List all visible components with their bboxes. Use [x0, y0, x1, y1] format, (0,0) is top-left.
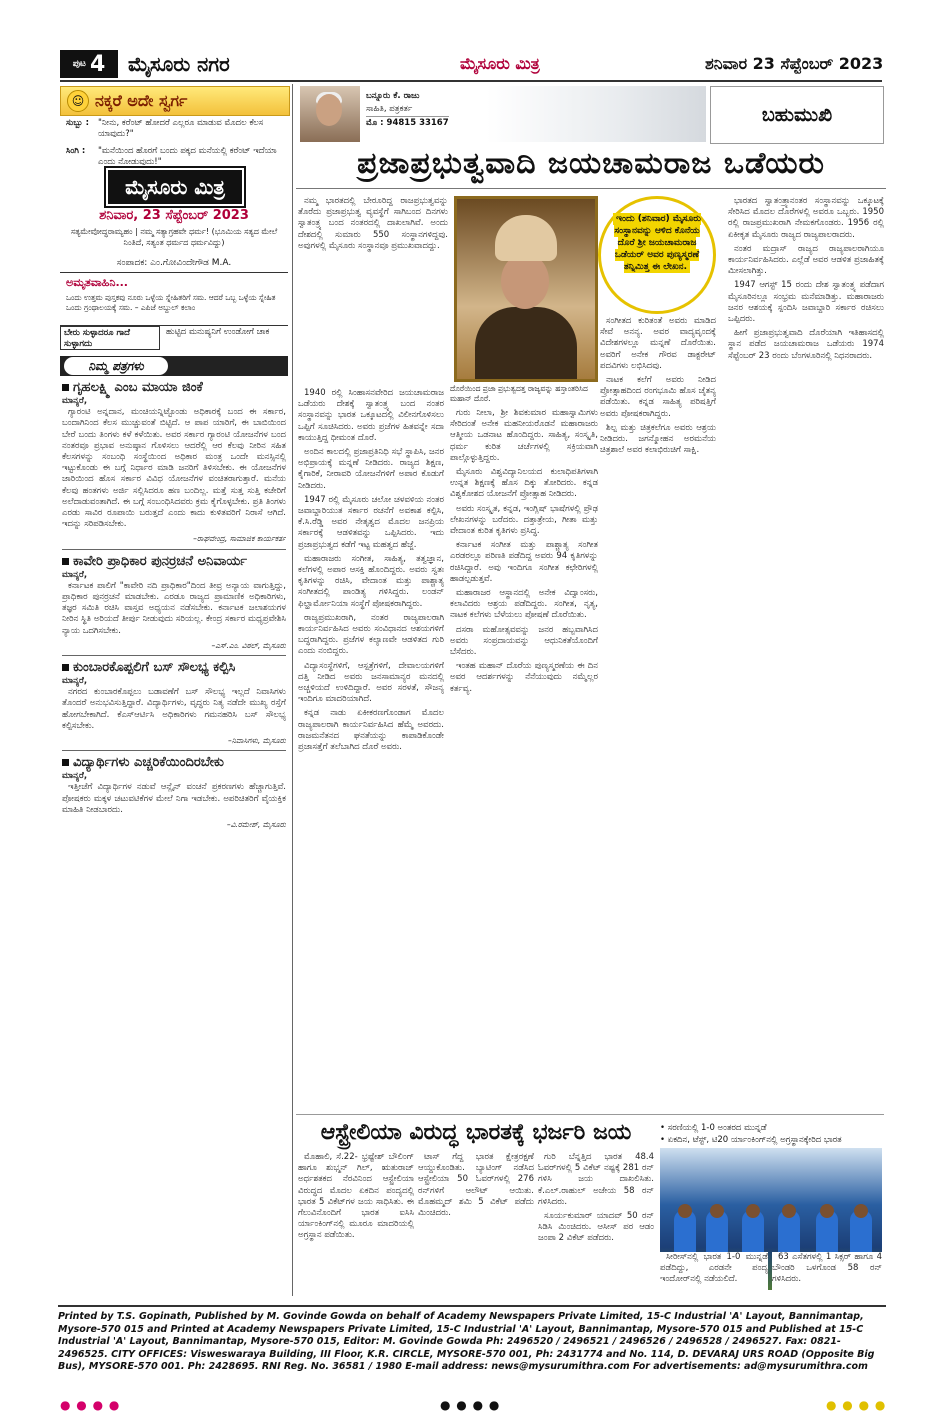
letters-title: ನಿಮ್ಮ ಪತ್ರಗಳು — [64, 357, 168, 375]
imprint-footer: Printed by T.S. Gopinath, Published by M. Govinde Gowda on behalf of Academy Newspapers Private Limited, 15-C Industrial 'A' Layout, Bannimantap, Mysore-570 015 and Printed at Academy Newspapers Private Limited, 15-C Industrial 'A' Layout, Bannimantap, Mysore-570 015 and Published at 15-C Industrial 'A' Layout, Bannimantap, Mysore-570 015, Editor: M. Govinde Gowda Ph: 2496520 / 2496521 / 2496526 / 2496528 / 2496527. Fax: 0821-2496525. CITY OFFICES: Visweswaraya Building, III Floor, K.R. CIRCLE, MYSORE-570 001, Ph: 2431774 and No. 114, D. DEVARAJ URS ROAD (Opposite Big Bus), MYSORE-570 001. Ph: 2428695. RNI Reg. No. 36581 / 1980 E-mail address: news@mysurumithra.com For advertisements: ad@mysurumithra.com — [58, 1305, 886, 1374]
paragraph: ವಿದ್ಯಾಸಂಸ್ಥೆಗಳಿಗೆ, ಆಸ್ಪತ್ರೆಗಳಿಗೆ, ದೇವಾಲಯಗಳಿಗೆ ದತ್ತಿ ನೀಡಿದ ಅವರು ಜನಸಾಮಾನ್ಯರ ಮನದಲ್ಲಿ ಅಚ್ಚಳಿಯದೆ ಉಳಿದಿದ್ದಾರೆ. ಅವರ ಸರಳತೆ, ಸೌಜನ್ಯ ಇಂದಿಗೂ ಮಾದರಿಯಾಗಿದೆ. — [298, 660, 444, 705]
divider — [62, 549, 286, 550]
sports-column-4 — [660, 1252, 768, 1300]
paragraph: ಅಂದಿನ ಕಾಲದಲ್ಲಿ ಪ್ರಜಾಪ್ರತಿನಿಧಿ ಸಭೆ ಸ್ಥಾಪಿಸಿ, ಜನರ ಅಭಿಪ್ರಾಯಕ್ಕೆ ಮನ್ನಣೆ ನೀಡಿದರು. ರಾಜ್ಯದ ಶಿಕ್ಷಣ, ಕೈಗಾರಿಕೆ, ನೀರಾವರಿ ಯೋಜನೆಗಳಿಗೆ ಅಪಾರ ಕೊಡುಗೆ ನೀಡಿದರು. — [298, 447, 444, 491]
letter-salutation: ಮಾನ್ಯರೆ, — [62, 569, 88, 580]
header-rule — [60, 80, 882, 82]
section-label: ಬಹುಮುಖಿ — [710, 86, 884, 144]
letters-banner — [60, 356, 288, 376]
paragraph: ಸೂರ್ಯಕುಮಾರ್ ಯಾದವ್ 50 ರನ್ ಸಿಡಿಸಿ ಮಿಂಚಿದರು. ಆಸೀಸ್ ಪರ ಆಡಂ ಜಂಪಾ 2 ವಿಕೆಟ್ ಪಡೆದರು. — [538, 1211, 654, 1244]
paragraph: ಅವರು ಸಂಸ್ಕೃತ, ಕನ್ನಡ, ಇಂಗ್ಲಿಷ್ ಭಾಷೆಗಳಲ್ಲಿ ಪ್ರೌಢ ಲೇಖನಗಳನ್ನು ಬರೆದರು. ದತ್ತಾತ್ರೇಯ, ಗೀತಾ ಮತ್ತು ವೇದಾಂತ ಕುರಿತ ಕೃತಿಗಳು ಪ್ರಸಿದ್ಧ. — [450, 503, 598, 537]
section-city: ಮೈಸೂರು ನಗರ — [128, 52, 230, 76]
article-headline: ಪ್ರಜಾಪ್ರಭುತ್ವವಾದಿ ಜಯಚಾಮರಾಜ ಒಡೆಯರು — [357, 146, 825, 181]
paragraph: ಗುರು ನೀಲಾ, ಶ್ರೀ ಶಿವಕುಮಾರ ಮಹಾಸ್ವಾಮಿಗಳು ಸೇರಿದಂತೆ ಅನೇಕ ಮಹನೀಯರೊಡನೆ ಮಹಾರಾಜರು ಆತ್ಮೀಯ ಒಡನಾಟ ಹೊಂದಿದ್ದರು. ಸಾಹಿತ್ಯ, ಸಂಸ್ಕೃತಿ, ಧರ್ಮ ಕುರಿತ ಚರ್ಚೆಗಳಲ್ಲಿ ಸಕ್ರಿಯವಾಗಿ ಪಾಲ್ಗೊಳ್ಳುತ್ತಿದ್ದರು. — [450, 408, 598, 463]
sports-highlights — [660, 1122, 882, 1146]
paper-logo: ಮೈಸೂರು ಮಿತ್ರ — [108, 170, 242, 204]
joke-line — [66, 146, 286, 168]
sports-column-2 — [418, 1152, 534, 1298]
letter-body: ಗ್ಯಾರಂಟಿ ಅನ್ನದಾನ, ಮಂಚಿಯನ್ನಿಟ್ಟೊಂಡು ಅಧಿಕಾರಕ್ಕೆ ಬಂದ ಈ ಸರ್ಕಾರ, ಬಂದಾಗಿನಿಂದ ಕೆಲಸ ಮುಚ್ಚುವಂತೆ ಬಿಟ್ಟಿದೆ. ಆ ಪಾಪ ಯಾರಿಗೆ, ಈ ಬಾಬಿಯಿಂದ ಬೇರೆ ಬಂದು ತಿಂಗಳು ಕಳೆ ಕಳೆಯಿತು. ಅವರ ಸರ್ಕಾರ ಗ್ಯಾರಂಟಿ ಯೋಜನೆಗಳ ಬಂದ ನಂತರವೂ ಪ್ರಭಾವ ಅನುಷ್ಠಾನ ಗೊಳಿಸಲು ಆದರೆಲ್ಲಿ ಆರ ಕೆಲವು ನೀರಿನ ಸಹಿತ ಕೆಲಸಗಳನ್ನು ಸಂಬಂಧಿ ಸಂಸ್ಥೆಯಿಂದ ಅಧಿಕಾರ ಮಂತ್ರ ಒಂದೇ ಮನಸ್ಸಿನಲ್ಲಿ ಇಟ್ಟುಕೊಂಡು ಈ ಬಗ್ಗೆ ನಿರ್ಧಾರ ಮಾಡಿ ಜನರಿಗೆ ತಿಳಿಸಬೇಕು. ಈ ಯೋಜನೆಗಳ ಜಾರಿಯಿಂದ ಹೊಸ ಸರ್ಕಾರ ವಿವಿಧ ಯೋಜನೆಗಳ ವಂಚಿತರಾಗುತ್ತಾರೆ. ಮನೆಯ ಕೆಲವು ಹಂತಗಳು ಅರ್ಜಿ ಸಲ್ಲಿಸಿದರೂ ಹಣ ಬಂದಿಲ್ಲ. ಮತ್ತೆ ಸುತ್ತ ಸುತ್ತಿ ಕಚೇರಿಗೆ ಅಲೆದಾಡುವಂತಾಗಿದೆ. ಈ ಬಗ್ಗೆ ಸಂಬಂಧಿಸಿದವರು ಕ್ರಮ ಕೈಗೊಳ್ಳಬೇಕು. ಪ್ರತಿ ತಿಂಗಳು ಎರಡು ಸಾವಿರ ರೂಪಾಯಿ ಬರುತ್ತದೆ ಎಂದು ಕಾದು ಕುಳಿತವರಿಗೆ ನಿರಾಸೆ ಆಗಿದೆ. ಇದನ್ನು ಸರಿಪಡಿಸಬೇಕು. — [62, 407, 286, 530]
speaker: ಸುಬ್ಬು : — [66, 118, 90, 128]
paragraph: ಮಹಾರಾಜರ ಆಸ್ಥಾನದಲ್ಲಿ ಅನೇಕ ವಿದ್ವಾಂಸರು, ಕಲಾವಿದರು ಆಶ್ರಯ ಪಡೆದಿದ್ದರು. ಸಂಗೀತ, ನೃತ್ಯ, ನಾಟಕ ಕಲೆಗಳು ಬೆಳೆಯಲು ಪೋಷಣೆ ದೊರೆಯಿತು. — [450, 588, 598, 621]
letter-body: ನಗರದ ಕುಂಬಾರಕೊಪ್ಪಲು ಬಡಾವಣೆಗೆ ಬಸ್ ಸೌಲಭ್ಯ ಇಲ್ಲದೆ ನಿವಾಸಿಗಳು ತೊಂದರೆ ಅನುಭವಿಸುತ್ತಿದ್ದಾರೆ. ವಿದ್ಯಾರ್ಥಿಗಳು, ವೃದ್ಧರು ನಿತ್ಯ ನಡೆದೇ ಮುಖ್ಯ ರಸ್ತೆಗೆ ಹೋಗಬೇಕಾಗಿದೆ. ಕೆಎಸ್ಆರ್ಟಿಸಿ ಅಧಿಕಾರಿಗಳು ಗಮನಹರಿಸಿ ಬಸ್ ಸೌಲಭ್ಯ ಕಲ್ಪಿಸಬೇಕು. — [62, 687, 286, 731]
letter — [62, 755, 286, 830]
author-name: ಬನ್ನೂರು ಕೆ. ರಾಜು — [366, 91, 420, 101]
paragraph: ಕರ್ನಾಟಕ ಸಂಗೀತ ಮತ್ತು ಪಾಶ್ಚಾತ್ಯ ಸಂಗೀತ ಎರಡರಲ್ಲೂ ಪರಿಣತಿ ಪಡೆದಿದ್ದ ಅವರು 94 ಕೃತಿಗಳನ್ನು ರಚಿಸಿದ್ದಾರೆ. ಅವು ಇಂದಿಗೂ ಸಂಗೀತ ಕಛೇರಿಗಳಲ್ಲಿ ಹಾಡಲ್ಪಡುತ್ತವೆ. — [450, 540, 598, 584]
letter-title: ಕುಂಬಾರಕೊಪ್ಪಲಿಗೆ ಬಸ್ ಸೌಲಭ್ಯ ಕಲ್ಪಿಸಿ — [73, 660, 236, 676]
masthead: ಮೈಸೂರು ಮಿತ್ರ — [460, 54, 540, 73]
paragraph: ಮೊಹಾಲಿ, ಸೆ.22- ಭ್ರಷ್ಟೇಶ್ ಬೌಲಿಂಗ್ ಹಾಗೂ ಶುಭ್ಮನ್ ಗಿಲ್, ಋತುರಾಜ್ ಅರ್ಧಶತಕದ ನೆರವಿನಿಂದ ಆಸ್ಟ್ರೇಲಿಯಾ ವಿರುದ್ಧದ ಮೊದಲ ಏಕದಿನ ಪಂದ್ಯದಲ್ಲಿ ಭಾರತ 5 ವಿಕೆಟ್‌ಗಳ ಜಯ ಸಾಧಿಸಿತು. ಈ ಗೆಲುವಿನೊಂದಿಗೆ ಭಾರತ ಐಸಿಸಿ ರ್ಯಾಂಕಿಂಗ್‌ನಲ್ಲಿ ಮೂರೂ ಮಾದರಿಯಲ್ಲಿ ಅಗ್ರಸ್ಥಾನ ಪಡೆಯಿತು. — [298, 1152, 414, 1241]
registration-dots: ● ● ● ● — [440, 1398, 501, 1412]
joke-dialog — [66, 118, 286, 174]
headline-rule — [296, 188, 886, 189]
letters-column — [62, 380, 286, 1292]
bullet-icon — [62, 664, 69, 671]
registration-dots: ● ● ● ● — [60, 1398, 121, 1412]
paragraph: ಭಾರತದ ಸ್ವಾತಂತ್ರ್ಯಾನಂತರ ಸಂಸ್ಥಾನವನ್ನು ಒಕ್ಕೂಟಕ್ಕೆ ಸೇರಿಸಿದ ಮೊದಲ ದೊರೆಗಳಲ್ಲಿ ಅವರೂ ಒಬ್ಬರು. 1950 ರಲ್ಲಿ ರಾಜಪ್ರಮುಖರಾಗಿ ನೇಮಕಗೊಂಡರು. 1956 ರಲ್ಲಿ ಏಕೀಕೃತ ಮೈಸೂರು ರಾಜ್ಯದ ರಾಜ್ಯಪಾಲರಾದರು. — [728, 196, 884, 240]
editor-line: ಸಂಪಾದಕ: ಎಂ.ಗೋವಿಂದೇಗೌಡ M.A. — [116, 258, 232, 268]
sports-headline: ಆಸ್ಟ್ರೇಲಿಯಾ ವಿರುದ್ಧ ಭಾರತಕ್ಕೆ ಭರ್ಜರಿ ಜಯ — [320, 1120, 632, 1145]
paragraph: ಮೈಸೂರು ವಿಶ್ವವಿದ್ಯಾನಿಲಯದ ಕುಲಾಧಿಪತಿಗಳಾಗಿ ಉನ್ನತ ಶಿಕ್ಷಣಕ್ಕೆ ಹೊಸ ದಿಕ್ಕು ತೋರಿದರು. ಕನ್ನಡ ವಿಶ್ವಕೋಶದ ಯೋಜನೆಗೆ ಪ್ರೋತ್ಸಾಹ ನೀಡಿದರು. — [450, 467, 598, 500]
quote-box — [60, 272, 288, 326]
paragraph: ಸಂಗೀತದ ಕುರಿತಂತೆ ಅವರು ಮಾಡಿದ ಸೇವೆ ಅನನ್ಯ. ಅವರ ವಾದ್ಯವೃಂದಕ್ಕೆ ವಿದೇಶಗಳಲ್ಲೂ ಮನ್ನಣೆ ದೊರೆಯಿತು. ಅವರಿಗೆ ಅನೇಕ ಗೌರವ ಡಾಕ್ಟರೇಟ್ ಪದವಿಗಳು ಲಭಿಸಿದವು. — [600, 316, 716, 371]
author-profile — [300, 86, 482, 142]
article-column-1b — [298, 388, 444, 1108]
paragraph: ಗುರಿ ಬೆನ್ನತ್ತಿದ ಭಾರತ 48.4 ಓವರ್‌ಗಳಲ್ಲಿ 5 ವಿಕೆಟ್ ನಷ್ಟಕ್ಕೆ 281 ರನ್ ಗಳಿಸಿ ಜಯ ದಾಖಲಿಸಿತು. ಕೆ.ಎಲ್.ರಾಹುಲ್ ಅಜೇಯ 58 ರನ್ ಗಳಿಸಿದರು. — [538, 1152, 654, 1207]
letter-headline — [62, 755, 286, 771]
letter-body: ಇತ್ತೀಚೆಗೆ ವಿದ್ಯಾರ್ಥಿಗಳ ನಡುವೆ ಆನ್ಲೈನ್ ವಂಚನೆ ಪ್ರಕರಣಗಳು ಹೆಚ್ಚಾಗುತ್ತಿವೆ. ಪೋಷಕರು ಮಕ್ಕಳ ಚಟುವಟಿಕೆಗಳ ಮೇಲೆ ನಿಗಾ ಇಡಬೇಕು. ಅಪರಿಚಿತರಿಗೆ ವೈಯಕ್ತಿಕ ಮಾಹಿತಿ ನೀಡಬಾರದು. — [62, 782, 286, 815]
paragraph: ನಂತರ ಮದ್ರಾಸ್ ರಾಜ್ಯದ ರಾಜ್ಯಪಾಲರಾಗಿಯೂ ಕಾರ್ಯನಿರ್ವಹಿಸಿದರು. ಎಲ್ಲೆಡೆ ಅವರ ಆಡಳಿತ ಪ್ರಜಾಹಿತಕ್ಕೆ ಮೀಸಲಾಗಿತ್ತು. — [728, 243, 884, 277]
author-info — [366, 90, 449, 130]
article-column-2 — [450, 408, 598, 1108]
bullet-icon — [62, 759, 69, 766]
line: "ನೀನು, ಕರೆಂಟ್ ಹೋದರೆ ಎಲ್ಲರೂ ಮಾಡುವ ಮೊದಲ ಕೆಲಸ ಯಾವುದು?" — [98, 118, 264, 139]
proverb-row — [60, 326, 288, 350]
letter-title: ವಿದ್ಯಾರ್ಥಿಗಳು ಎಚ್ಚರಿಕೆಯಿಂದಿರಬೇಕು — [73, 755, 224, 771]
quote-body: ಒಂದು ಉತ್ತಮ ಪುಸ್ತಕವು ನೂರು ಒಳ್ಳೆಯ ಸ್ನೇಹಿತರಿಗೆ ಸಮ. ಆದರೆ ಒಬ್ಬ ಒಳ್ಳೆಯ ಸ್ನೇಹಿತ ಒಂದು ಗ್ರಂಥಾಲಯಕ್ಕೆ ಸಮ. – ಎಪಿಜೆ ಅಬ್ದುಲ್ ಕಲಾಂ — [66, 293, 276, 312]
edition-date: ಶನಿವಾರ, 23 ಸೆಪ್ಟೆಂಬರ್ 2023 — [99, 208, 249, 223]
paragraph: 1940 ರಲ್ಲಿ ಸಿಂಹಾಸನವೇರಿದ ಜಯಚಾಮರಾಜ ಒಡೆಯರು ದೇಶಕ್ಕೆ ಸ್ವಾತಂತ್ರ್ಯ ಬಂದ ನಂತರ ಸಂಸ್ಥಾನವನ್ನು ಭಾರತ ಒಕ್ಕೂಟದಲ್ಲಿ ವಿಲೀನಗೊಳಿಸಲು ಒಪ್ಪಿಗೆ ಸೂಚಿಸಿದರು. ಅವರು ಪ್ರಜೆಗಳ ಹಿತವನ್ನೇ ಸದಾ ಕಾಯುತ್ತಿದ್ದ ಧೀಮಂತ ದೊರೆ. — [298, 388, 444, 443]
paragraph: ಶಿಲ್ಪ ಮತ್ತು ಚಿತ್ರಕಲೆಗೂ ಅವರು ಆಶ್ರಯ ನೀಡಿದರು. ಜಗನ್ಮೋಹನ ಅರಮನೆಯ ಚಿತ್ರಶಾಲೆ ಅವರ ಕಲಾಭಿರುಚಿಗೆ ಸಾಕ್ಷಿ. — [600, 422, 716, 456]
letter-signature: –ವಿ.ರಮೇಶ್, ಮೈಸೂರು — [226, 820, 286, 830]
letter-headline — [62, 554, 286, 570]
paper-motto: ಸತ್ಯಮೇವೋದ್ಧರಾಮ್ಯಹಂ | ನಮ್ಮ ಸತ್ಯಾಗ್ರಹವೇ ಧರ್ಮ! (ಭೂಮಿಯ ಸತ್ಯದ ಮೇಲೆ ನಿಂತಿದೆ, ಸತ್ಯಂತ ಧರ್ಮದ ಧರ್ಮವಿದ್ದು) — [70, 227, 278, 247]
page-label: ಪುಟ — [72, 59, 86, 69]
joke-banner — [60, 86, 290, 116]
paragraph: 1947 ಆಗಸ್ಟ್ 15 ರಂದು ದೇಶ ಸ್ವಾತಂತ್ರ್ಯ ಪಡೆದಾಗ ಮೈಸೂರಿನಲ್ಲೂ ಸಂಭ್ರಮ ಮನೆಮಾಡಿತ್ತು. ಮಹಾರಾಜರು ಜನರ ಆಶಯಕ್ಕೆ ಸ್ಪಂದಿಸಿ ಜವಾಬ್ದಾರಿ ಸರ್ಕಾರ ರಚಿಸಲು ಒಪ್ಪಿದರು. — [728, 280, 884, 325]
letter-title: ಗೃಹಲಕ್ಷ್ಮಿ ಎಂಬ ಮಾಯಾ ಜಿಂಕೆ — [73, 380, 203, 395]
bullet-icon — [62, 558, 69, 565]
section-rule — [296, 1114, 884, 1115]
divider — [62, 750, 286, 751]
letter-salutation: ಮಾನ್ಯರೆ, — [62, 771, 88, 782]
letter-signature: –ಎಸ್.ಎಂ. ವಿಠಲ್, ಮೈಸೂರು — [211, 640, 286, 650]
highlight: • ಸರಣಿಯಲ್ಲಿ 1-0 ಅಂತರದ ಮುನ್ನಡೆ — [660, 1123, 767, 1133]
letter-body: ಕರ್ನಾಟಕ ಪಾಲಿಗೆ "ಕಾವೇರಿ ನದಿ ಪ್ರಾಧಿಕಾರ"ದಿಂದ ತೀವ್ರ ಅನ್ಯಾಯ ವಾಗುತ್ತಿದ್ದು, ಪ್ರಾಧಿಕಾರ ಪುನರ್ರಚನೆ ಮಾಡಬೇಕು. ಎರಡೂ ರಾಜ್ಯದ ಪ್ರಾಮಾಣಿಕ ಅಧಿಕಾರಿಗಳು, ತಜ್ಞರ ಸಮಿತಿ ರಚಿಸಿ ವಾಸ್ತವ ಅಧ್ಯಯನ ನಡೆಸಬೇಕು. ಕರ್ನಾಟಕ ಜಲಾಶಯಗಳ ನೀರಿನ ಸ್ಥಿತಿ ಅರಿಯದೆ ತೀರ್ಪು ನೀಡುವುದು ಸರಿಯಲ್ಲ. ಕೇಂದ್ರ ಸರ್ಕಾರ ಮಧ್ಯಪ್ರವೇಶಿಸಿ ನ್ಯಾಯ ಒದಗಿಸಬೇಕು. — [62, 580, 286, 636]
paragraph: ಸೀರೀಸ್‌ನಲ್ಲಿ ಭಾರತ 1-0 ಮುನ್ನಡೆ ಪಡೆದಿದ್ದು, ಎರಡನೇ ಪಂದ್ಯ ಇಂದೋರ್‌ನಲ್ಲಿ ನಡೆಯಲಿದೆ. — [660, 1252, 768, 1285]
page-number: 4 — [89, 51, 106, 77]
paragraph: ಇಂತಹ ಮಹಾನ್ ದೊರೆಯ ಪುಣ್ಯಸ್ಮರಣೆಯ ಈ ದಿನ ಅವರ ಆದರ್ಶಗಳನ್ನು ನೆನೆಯುವುದು ನಮ್ಮೆಲ್ಲರ ಕರ್ತವ್ಯ. — [450, 661, 598, 694]
letter-headline — [62, 660, 286, 676]
column-divider — [292, 84, 293, 1296]
sports-column-1 — [298, 1152, 414, 1298]
paragraph: 1947 ರಲ್ಲಿ ಮೈಸೂರು ಚಲೋ ಚಳವಳಿಯ ನಂತರ ಜವಾಬ್ದಾರಿಯುತ ಸರ್ಕಾರ ರಚನೆಗೆ ಅವಕಾಶ ಕಲ್ಪಿಸಿ, ಕೆ.ಸಿ.ರೆಡ್ಡಿ ಅವರ ನೇತೃತ್ವದ ಮೊದಲ ಜನಪ್ರಿಯ ಸರ್ಕಾರಕ್ಕೆ ಆಡಳಿತವನ್ನು ಒಪ್ಪಿಸಿದರು. ಇದು ಪ್ರಜಾಪ್ರಭುತ್ವದ ಕಡೆಗೆ ಇಟ್ಟ ಮಹತ್ವದ ಹೆಜ್ಜೆ. — [298, 494, 444, 550]
highlight: • ಏಕದಿನ, ಟೆಸ್ಟ್, ಟಿ20 ರ್ಯಾಂಕಿಂಗ್‌ನಲ್ಲಿ ಅಗ್ರಸ್ಥಾನಕ್ಕೇರಿದ ಭಾರತ — [660, 1135, 842, 1145]
paragraph: ಕನ್ನಡ ನಾಡು ಏಕೀಕರಣಗೊಂಡಾಗ ಮೊದಲ ರಾಜ್ಯಪಾಲರಾಗಿ ಕಾರ್ಯನಿರ್ವಹಿಸಿದ ಹೆಮ್ಮೆ ಅವರದು. ರಾಜಮನೆತನದ ಘನತೆಯನ್ನು ಕಾಪಾಡಿಕೊಂಡೇ ಪ್ರಜಾಸತ್ತೆಗೆ ತಲೆಬಾಗಿದ ದೊರೆ ಅವರು. — [298, 708, 444, 753]
portrait-caption: ದೊರೆಯಿಂದ ಪ್ರಜಾ ಪ್ರಭುತ್ವದತ್ತ ರಾಜ್ಯವನ್ನು ಹಸ್ತಾಂತರಿಸಿದ ಮಹಾನ್ ದೊರೆ. — [450, 384, 588, 403]
issue-date: ಶನಿವಾರ 23 ಸೆಪ್ಟೆಂಬರ್ 2023 — [705, 54, 884, 73]
speaker: ಸಿಂಗಿ : — [66, 146, 86, 156]
section-banner-bg — [486, 86, 706, 142]
registration-dots: ● ● ● ● — [826, 1398, 887, 1412]
joke-title: ನಕ್ಕರೆ ಅದೇ ಸ್ವರ್ಗ — [95, 91, 188, 110]
letter — [62, 660, 286, 746]
paragraph: ದಸರಾ ಮಹೋತ್ಸವವನ್ನು ಜನರ ಹಬ್ಬವಾಗಿಸಿದ ಅವರು ಸಂಪ್ರದಾಯವನ್ನು ಆಧುನಿಕತೆಯೊಂದಿಗೆ ಬೆಸೆದರು. — [450, 624, 598, 658]
author-photo — [300, 86, 360, 142]
laughing-face-icon: ☺ — [67, 90, 89, 112]
letter-salutation: ಮಾನ್ಯರೆ, — [62, 396, 88, 406]
proverb-label: ಬೇರು ಸುಳ್ಳಾದರೂ ಗಾದೆ ಸುಳ್ಳಾಗದು — [60, 326, 160, 350]
author-phone: ಮೊ : 94815 33167 — [366, 118, 449, 128]
letter — [62, 554, 286, 651]
bullet-icon — [62, 384, 69, 391]
letter-salutation: ಮಾನ್ಯರೆ, — [62, 676, 88, 687]
letter — [62, 380, 286, 545]
joke-line — [66, 118, 286, 140]
quote-title: ಅಮೃತವಾಹಿನಿ... — [66, 276, 128, 289]
page-number-box — [60, 50, 118, 78]
info-badge — [598, 196, 716, 314]
letter-signature: –ನಿವಾಸಿಗಳು, ಮೈಸೂರು — [228, 736, 286, 746]
line: "ಮನೆಯಿಂದ ಹೊರಗೆ ಬಂದು ಪಕ್ಕದ ಮನೆಯಲ್ಲಿ ಕರೆಂಟ್ ಇದೆಯಾ ಎಂದು ನೋಡುವುದು!" — [98, 146, 277, 167]
paragraph: ಮಹಾರಾಜರು ಸಂಗೀತ, ಸಾಹಿತ್ಯ, ತತ್ವಜ್ಞಾನ, ಕಲೆಗಳಲ್ಲಿ ಅಪಾರ ಆಸಕ್ತಿ ಹೊಂದಿದ್ದರು. ಅವರು ಸ್ವತಃ ಕೃತಿಗಳನ್ನು ರಚಿಸಿ, ವೇದಾಂತ ಮತ್ತು ಪಾಶ್ಚಾತ್ಯ ಸಂಗೀತದಲ್ಲಿ ಪಾಂಡಿತ್ಯ ಗಳಿಸಿದ್ದರು. ಲಂಡನ್ ಫಿಲ್ಹಾರ್ಮೋನಿಯಾ ಸಂಸ್ಥೆಗೆ ಪೋಷಕರಾಗಿದ್ದರು. — [298, 553, 444, 609]
proverb-text: ಹುಟ್ಟಿದ ಮನುಷ್ಯನಿಗೆ ಉಂಡೋಗೆ ಚಾಕ — [166, 327, 270, 337]
paragraph: ನಾಟಕ ಕಲೆಗೆ ಅವರು ನೀಡಿದ ಪ್ರೋತ್ಸಾಹದಿಂದ ರಂಗಭೂಮಿ ಹೊಸ ಚೈತನ್ಯ ಪಡೆಯಿತು. ಕನ್ನಡ ಸಾಹಿತ್ಯ ಪರಿಷತ್ತಿಗೆ ಅವರು ಪೋಷಕರಾಗಿದ್ದರು. — [600, 375, 716, 419]
sports-column-5 — [772, 1252, 882, 1300]
sports-column-3 — [538, 1152, 654, 1298]
letter-signature: –ರಾಘವೇಂದ್ರ, ಸಾಮಾಜಿಕ ಕಾರ್ಯಕರ್ತ — [193, 534, 286, 544]
paragraph: 63 ಎಸೆತಗಳಲ್ಲಿ 1 ಸಿಕ್ಸರ್ ಹಾಗೂ 4 ಬೌಂಡರಿ ಒಳಗೊಂಡ 58 ರನ್ ಗಳಿಸಿದರು. — [772, 1252, 882, 1285]
author-role: ಸಾಹಿತಿ, ಪತ್ರಕರ್ತ — [366, 104, 413, 114]
letter-title: ಕಾವೇರಿ ಪ್ರಾಧಿಕಾರ ಪುನರ್ರಚನೆ ಅನಿವಾರ್ಯ — [73, 553, 247, 569]
paragraph: ನಮ್ಮ ಭಾರತದಲ್ಲಿ ಬೇರೂರಿದ್ದ ರಾಜಪ್ರಭುತ್ವವನ್ನು ತೊರೆದು ಪ್ರಜಾಪ್ರಭುತ್ವ ವ್ಯವಸ್ಥೆಗೆ ಸಾಗಿಬಂದ ದಿನಗಳು ಸ್ವಾತಂತ್ರ್ಯ ಬಂದ ನಂತರದಲ್ಲಿ ದಾಖಲಾಗಿವೆ. ಅಂದು ದೇಶದಲ್ಲಿ ಸುಮಾರು 550 ಸಂಸ್ಥಾನಗಳಿದ್ದವು. ಅವುಗಳಲ್ಲಿ ಮೈಸೂರು ಸಂಸ್ಥಾನವೂ ಪ್ರಮುಖವಾದದ್ದು. — [298, 196, 448, 251]
king-portrait — [454, 196, 598, 382]
article-column-4 — [728, 196, 884, 1108]
letter-headline — [62, 380, 286, 396]
paragraph: ರಾಜ್ಯಪ್ರಮುಖರಾಗಿ, ನಂತರ ರಾಜ್ಯಪಾಲರಾಗಿ ಕಾರ್ಯನಿರ್ವಹಿಸಿದ ಅವರು ಸಂವಿಧಾನದ ಆಶಯಗಳಿಗೆ ಬದ್ಧರಾಗಿದ್ದರು. ಪ್ರಜೆಗಳ ಕಲ್ಯಾಣವೇ ಆಡಳಿತದ ಗುರಿ ಎಂದು ನಂಬಿದ್ದರು. — [298, 612, 444, 657]
article-column-3 — [600, 316, 716, 1108]
paragraph: ಟಾಸ್ ಗೆದ್ದ ಭಾರತ ಕ್ಷೇತ್ರರಕ್ಷಣೆ ಆಯ್ದುಕೊಂಡಿತು. ಬ್ಯಾಟಿಂಗ್ ನಡೆಸಿದ ಆಸ್ಟ್ರೇಲಿಯಾ 50 ಓವರ್‌ಗಳಲ್ಲಿ 276 ರನ್‌ಗಳಿಗೆ ಆಲೌಟ್ ಆಯಿತು. ಮೊಹಮ್ಮದ್ ಶಮಿ 5 ವಿಕೆಟ್ ಪಡೆದು ಮಿಂಚಿದರು. — [418, 1152, 534, 1219]
info-text: ಇಂದು (ಶನಿವಾರ) ಮೈಸೂರು ಸಂಸ್ಥಾನವನ್ನು ಆಳಿದ ಕೊನೆಯ ದೊರೆ ಶ್ರೀ ಜಯಚಾಮರಾಜ ಒಡೆಯರ್ ಅವರ ಪುಣ್ಯಸ್ಮರಣೆ ತನ್ನಿಮಿತ್ತ ಈ ಲೇಖನ. — [614, 214, 701, 272]
paragraph: ಹೀಗೆ ಪ್ರಜಾಪ್ರಭುತ್ವವಾದಿ ದೊರೆಯಾಗಿ ಇತಿಹಾಸದಲ್ಲಿ ಸ್ಥಾನ ಪಡೆದ ಜಯಚಾಮರಾಜ ಒಡೆಯರು 1974 ಸೆಪ್ಟೆಂಬರ್ 23 ರಂದು ಬೆಂಗಳೂರಿನಲ್ಲಿ ನಿಧನರಾದರು. — [728, 328, 884, 361]
divider — [62, 655, 286, 656]
